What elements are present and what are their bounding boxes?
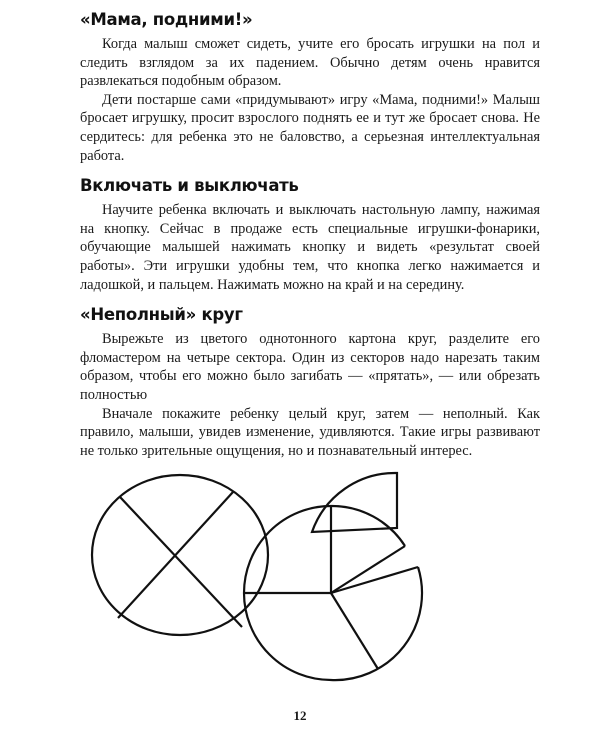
paragraph: Вначале покажите ребенку целый круг, затем — неполный. Как правило, малыши, увидев изменение, удивляются. Такие игры развивают не только зрительные ощущения, но и познавательный интерес. xyxy=(80,405,540,459)
section-heading: Включать и выключать xyxy=(80,176,299,196)
section-mama-podnimi xyxy=(80,10,540,165)
paragraph: Когда малыш сможет сидеть, учите его бросать игрушки на пол и следить взглядом за их падением. Обычно детям очень нравится развлекаться подобным образом. xyxy=(80,36,540,90)
section-heading: «Неполный» круг xyxy=(80,305,243,325)
circle-illustrations xyxy=(85,470,545,700)
incomplete-circle-radius-2 xyxy=(331,567,418,593)
full-circle-outline xyxy=(92,475,268,635)
full-circle-divider-1 xyxy=(120,497,242,627)
section-nepolny-krug xyxy=(80,305,540,460)
paragraph: Научите ребенка включать и выключать настольную лампу, нажимая на кнопку. Сейчас в продаже есть специальные игрушки-фонарики, обучающие малышей нажимать кнопку и видеть «результат своей работы». Эти игрушки удобны тем, что кнопка легко нажимается и ладошкой, и пальцем. Нажимать можно на край и на середину. xyxy=(80,202,540,293)
full-circle-figure xyxy=(92,475,268,635)
incomplete-circle-figure xyxy=(244,473,422,680)
incomplete-circle-divider xyxy=(331,593,378,669)
incomplete-circle-radius-1 xyxy=(331,546,405,593)
page-number: 12 xyxy=(293,708,307,723)
section-vklyuchat xyxy=(80,176,540,294)
page-content xyxy=(80,10,540,471)
paragraph: Дети постарше сами «придумывают» игру «Мама, подними!» Малыш бросает игрушку, просит взрослого поднять ее и тут же бросает снова. Не сердитесь: для ребенка это не баловство, а серьезная интеллектуальная работа. xyxy=(80,91,540,164)
paragraph: Вырежьте из цветого однотонного картона круг, разделите его фломастером на четыре сектора. Один из секторов надо нарезать таким образом, чтобы его можно было загибать — «прятать», — или обрезать полностью xyxy=(80,331,540,403)
section-heading: «Мама, подними!» xyxy=(80,10,253,29)
